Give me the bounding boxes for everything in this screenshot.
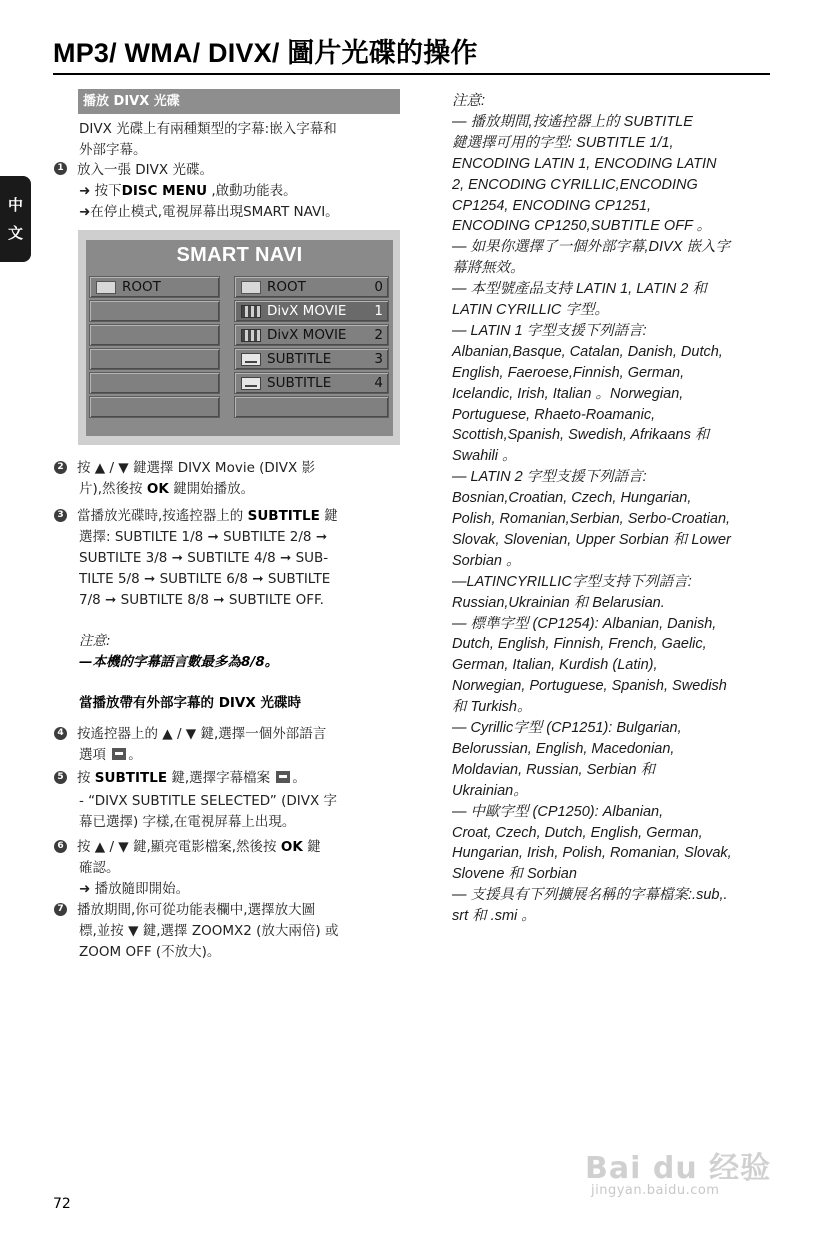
ok-key: OK (146, 481, 169, 497)
note-line: Norwegian, Portuguese, Spanish, Swedish (452, 678, 727, 695)
step-5-line-1-d: 。 (292, 770, 306, 786)
note-line: Swahili 。 (452, 448, 517, 465)
note-line: 注意: (452, 93, 486, 109)
note-line: Albanian,Basque, Catalan, Danish, Dutch, (452, 343, 723, 360)
step-2-line-2-a: 片),然後按 (79, 481, 147, 497)
step-6-line-2: 確認。 (79, 860, 120, 876)
step-6-line-1-c: 鍵 (302, 839, 321, 855)
nav-right-item-subtitle-4 (234, 372, 389, 394)
note-text: —本機的字幕語言數最多為8/8。 (79, 654, 279, 670)
note-line: srt 和 .smi 。 (452, 908, 536, 925)
note-line: —LATINCYRILLIC字型支持下列語言: (452, 573, 692, 590)
nav-right-label: SUBTITLE (267, 375, 332, 391)
note-line: ENCODING LATIN 1, ENCODING LATIN (452, 155, 717, 172)
nav-right-label: SUBTITLE (267, 351, 332, 367)
step-3-line-1-c: 鍵 (319, 508, 338, 524)
intro-line-1: DIVX 光碟上有兩種類型的字幕:嵌入字幕和 (79, 121, 337, 137)
subtitle-file-icon (276, 771, 290, 783)
folder-icon (96, 281, 116, 294)
subtitle-icon (241, 353, 261, 366)
note-line: — 標準字型 (CP1254): Albanian, Danish, (452, 615, 717, 632)
note-line: German, Italian, Kurdish (Latin), (452, 657, 658, 674)
nav-left-item (89, 324, 220, 346)
nav-right-item-movie-1 (234, 300, 389, 322)
title-divider (53, 73, 770, 75)
nav-left-item (89, 276, 220, 298)
watermark (585, 1135, 785, 1205)
step-4-line-1: 按遙控器上的 ▲ / ▼ 鍵,選擇一個外部語言 (77, 726, 327, 742)
nav-right-item-empty (234, 396, 389, 418)
note-line: 鍵選擇可用的字型: SUBTITLE 1/1, (452, 134, 674, 151)
nav-left-item (89, 372, 220, 394)
step-5-line-3: 幕已選擇) 字樣,在電視屏幕上出現。 (79, 814, 296, 830)
subtitle-key: SUBTITLE (94, 770, 168, 786)
step-4-line-2 (79, 745, 142, 766)
step-number-5: 5 (54, 771, 67, 784)
step-7-line-2: 標,並按 ▼ 鍵,選擇 ZOOMX2 (放大兩倍) 或 (79, 923, 339, 939)
step-3-line-1-a: 當播放光碟時,按遙控器上的 (77, 508, 248, 524)
step-5-line-1 (77, 768, 306, 789)
note-line: 幕將無效。 (452, 260, 525, 277)
note-line: Scottish,Spanish, Swedish, Afrikaans 和 (452, 427, 710, 444)
smart-navi-title: SMART NAVI (176, 244, 303, 266)
intro-line-2: 外部字幕。 (79, 142, 147, 158)
note-line: — LATIN 1 字型支援下列語言: (452, 322, 647, 339)
nav-right-number: 4 (374, 375, 383, 391)
note-line: Ukrainian。 (452, 782, 528, 799)
step-1-sub-1-c: ,啟動功能表。 (207, 183, 297, 199)
note-line: Slovak, Slovenian, Upper Sorbian 和 Lower (452, 531, 731, 548)
nav-right-number: 2 (374, 327, 383, 343)
step-number-4: 4 (54, 727, 67, 740)
nav-left-item (89, 348, 220, 370)
subtitle-icon (241, 377, 261, 390)
step-7-line-1: 播放期間,你可從功能表欄中,選擇放大圖 (77, 902, 316, 918)
step-number-2: 2 (54, 461, 67, 474)
step-5-line-1-a: 按 (77, 770, 95, 786)
page-number: 72 (53, 1196, 71, 1212)
step-3-line-2: 選擇: SUBTILTE 1/8 ➞ SUBTILTE 2/8 ➞ (79, 529, 328, 545)
language-tab (0, 176, 31, 262)
nav-left-item (89, 396, 220, 418)
nav-right-item-movie-2 (234, 324, 389, 346)
nav-right-number: 3 (374, 351, 383, 367)
language-tab-char-1: 中 (7, 196, 23, 214)
note-line: LATIN CYRILLIC 字型。 (452, 302, 609, 318)
note-line: 2, ENCODING CYRILLIC,ENCODING (452, 176, 698, 193)
nav-right-label: DivX MOVIE (267, 327, 347, 343)
step-4-line-2-a: 選項 (79, 747, 111, 763)
note-line: — 如果你選擇了一個外部字幕,DIVX 嵌入字 (452, 239, 730, 256)
note-line: — 支援具有下列擴展名稱的字幕檔案:.sub,. (452, 887, 728, 904)
note-line: Icelandic, Irish, Italian 。Norwegian, (452, 385, 684, 402)
nav-right-number: 0 (374, 279, 383, 295)
nav-right-label: ROOT (267, 279, 306, 295)
step-5-line-1-c: 鍵,選擇字幕檔案 (167, 770, 275, 786)
step-number-3: 3 (54, 509, 67, 522)
subtitle-key: SUBTITLE (247, 508, 320, 524)
step-5-line-2: - “DIVX SUBTITLE SELECTED” (DIVX 字 (79, 793, 338, 809)
step-1-text: 放入一張 DIVX 光碟。 (77, 162, 213, 178)
nav-right-label: DivX MOVIE (267, 303, 347, 319)
note-line: — LATIN 2 字型支援下列語言: (452, 469, 647, 486)
step-1-sub-1-a: ➜ 按下 (79, 183, 122, 199)
note-line: Dutch, English, Finnish, French, Gaelic, (452, 636, 707, 653)
note-line: Polish, Romanian,Serbian, Serbo-Croatian, (452, 511, 731, 527)
step-2-line-1: 按 ▲ / ▼ 鍵選擇 DIVX Movie (DIVX 影 (77, 460, 316, 476)
step-2-line-2 (79, 479, 254, 500)
step-1-sub-1 (79, 181, 297, 202)
note-line: Hungarian, Irish, Polish, Romanian, Slovak, (452, 845, 732, 862)
note-line: English, Faeroese,Finnish, German, (452, 364, 685, 381)
external-subtitle-heading: 當播放帶有外部字幕的 DIVX 光碟時 (79, 695, 301, 711)
smart-navi-screen (78, 230, 400, 445)
note-line: 和 Turkish。 (452, 699, 532, 716)
nav-left-label: ROOT (122, 279, 161, 295)
section-heading: 播放 DIVX 光碟 (78, 89, 400, 114)
watermark-url: jingyan.baidu.com (591, 1183, 720, 1198)
note-line: Portuguese, Rhaeto-Roamanic, (452, 406, 656, 423)
step-3-line-5: 7/8 ➞ SUBTILTE 8/8 ➞ SUBTILTE OFF. (79, 592, 324, 608)
note-line: Moldavian, Russian, Serbian 和 (452, 761, 656, 778)
watermark-brand: Bai du 经验 (585, 1151, 772, 1186)
step-6-line-3: ➜ 播放隨即開始。 (79, 881, 190, 897)
step-6-line-1-a: 按 ▲ / ▼ 鍵,顯亮電影檔案,然後按 (77, 839, 281, 855)
step-number-7: 7 (54, 903, 67, 916)
movie-icon (241, 305, 261, 318)
movie-icon (241, 329, 261, 342)
step-2-line-2-c: 鍵開始播放。 (168, 481, 255, 497)
note-line: CP1254, ENCODING CP1251, (452, 197, 652, 214)
disc-menu-key: DISC MENU (121, 183, 208, 199)
folder-icon (241, 281, 261, 294)
note-line: Bosnian,Croatian, Czech, Hungarian, (452, 490, 692, 507)
note-line: ENCODING CP1250,SUBTITLE OFF 。 (452, 218, 712, 235)
nav-left-item (89, 300, 220, 322)
step-number-6: 6 (54, 840, 67, 853)
note-line: Slovene 和 Sorbian (452, 866, 577, 883)
nav-right-item-subtitle-3 (234, 348, 389, 370)
note-line: Sorbian 。 (452, 552, 521, 569)
step-7-line-3: ZOOM OFF (不放大)。 (79, 944, 221, 960)
step-3-line-3: SUBTILTE 3/8 ➞ SUBTILTE 4/8 ➞ SUB- (79, 550, 329, 566)
note-line: — 中歐字型 (CP1250): Albanian, (452, 803, 664, 820)
subtitle-file-icon (112, 748, 126, 760)
note-line: — 播放期間,按遙控器上的 SUBTITLE (452, 113, 693, 130)
note-line: Belorussian, English, Macedonian, (452, 740, 675, 757)
language-tab-char-2: 文 (7, 224, 23, 242)
ok-key: OK (280, 839, 303, 855)
step-number-1: 1 (54, 162, 67, 175)
note-line: Croat, Czech, Dutch, English, German, (452, 824, 703, 841)
page-title: MP3/ WMA/ DIVX/ 圖片光碟的操作 (53, 38, 478, 68)
note-line: Russian,Ukrainian 和 Belarusian. (452, 594, 665, 611)
note-line: — Cyrillic字型 (CP1251): Bulgarian, (452, 720, 682, 736)
nav-right-number: 1 (374, 303, 383, 319)
step-3-line-1 (77, 506, 338, 527)
step-1-sub-2: ➜在停止模式,電視屏幕出現SMART NAVI。 (79, 204, 339, 220)
step-6-line-1 (77, 837, 321, 858)
smart-navi-panel (86, 240, 393, 436)
note-label: 注意: (79, 633, 111, 649)
step-4-line-2-b: 。 (128, 747, 142, 763)
step-3-line-4: TILTE 5/8 ➞ SUBTILTE 6/8 ➞ SUBTILTE (79, 571, 331, 587)
nav-right-item-root (234, 276, 389, 298)
note-line: — 本型號產品支持 LATIN 1, LATIN 2 和 (452, 281, 707, 298)
